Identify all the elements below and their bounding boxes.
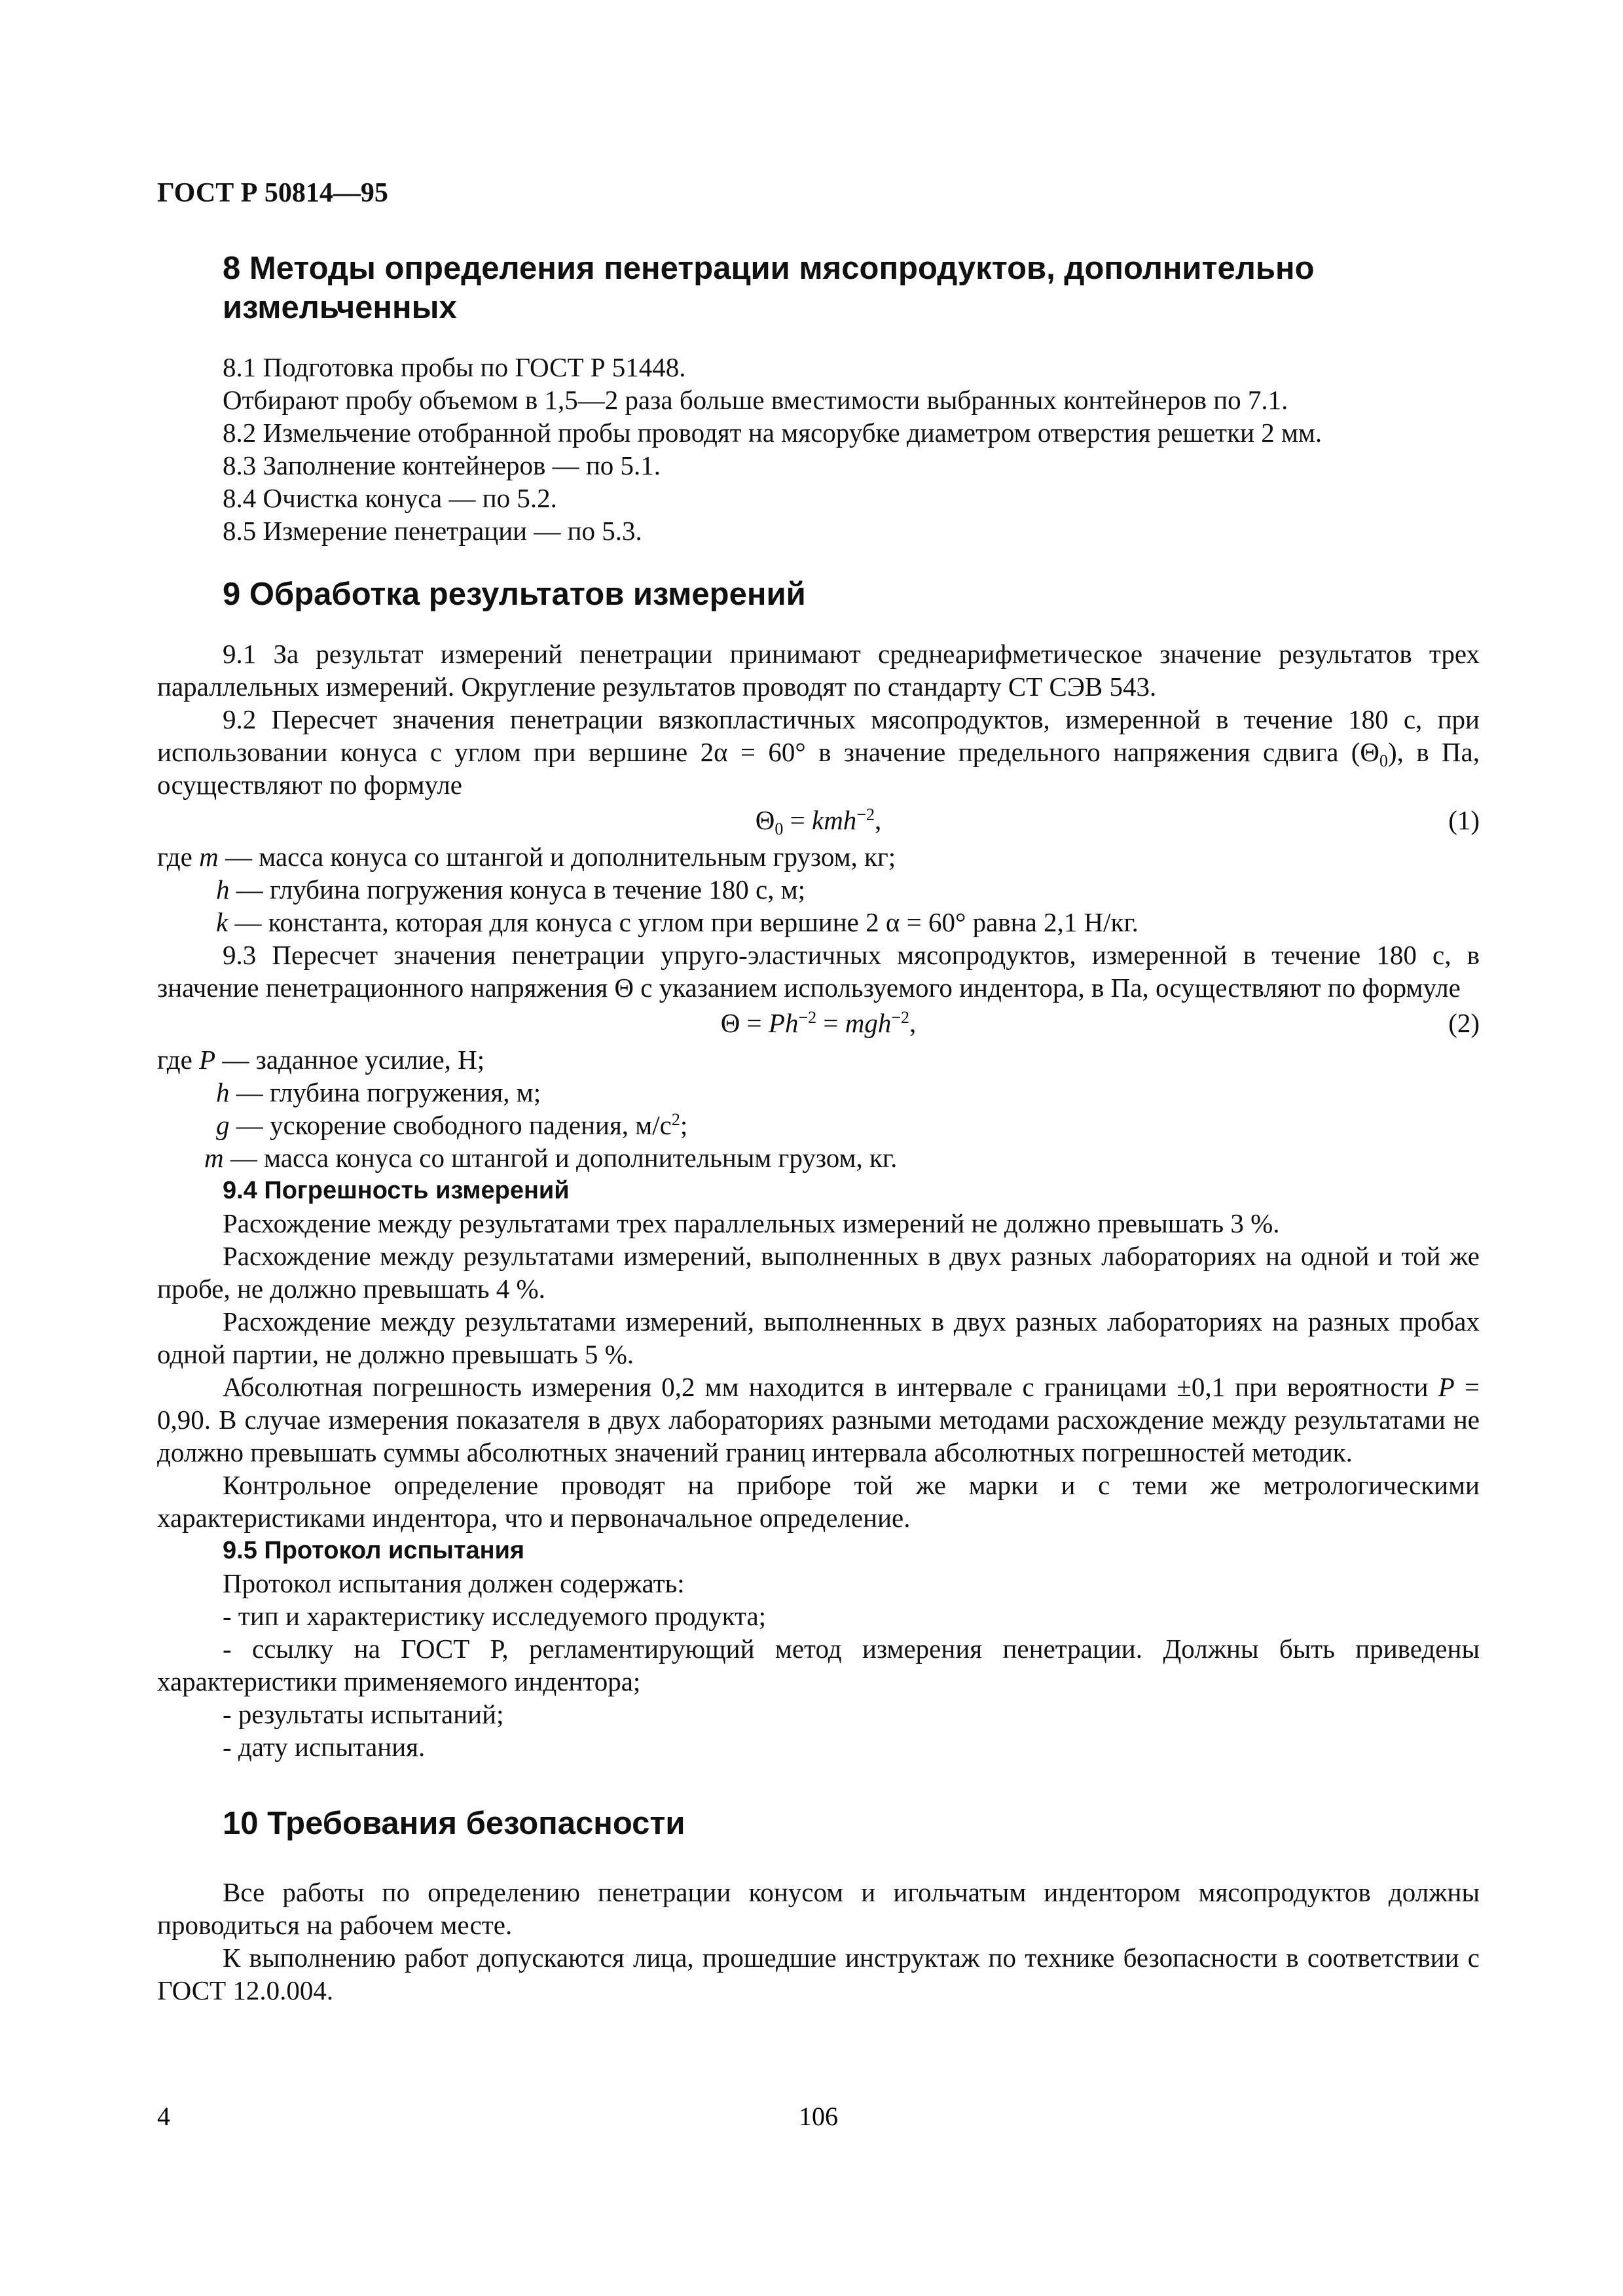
formula-1-expression <box>157 804 1480 836</box>
para-8-4: 8.4 Очистка конуса — по 5.2. <box>223 483 557 513</box>
formula-1-lhs-sub: 0 <box>775 819 784 838</box>
para-9-2 <box>157 703 1480 801</box>
where-2-h-symbol: h <box>216 1077 230 1107</box>
para-9-4-4 <box>157 1371 1480 1469</box>
para-9-2-text-a: 9.2 Пересчет значения пенетрации вязкопластичных мясопродуктов, измеренной в течение 180 с, при использовании конуса с углом при вершине 2α = 60° в значение предельного напряжения сдвига (Θ <box>157 704 1480 767</box>
para-8-5: 8.5 Измерение пенетрации — по 5.3. <box>223 516 642 546</box>
para-9-4-5: Контрольное определение проводят на приборе той же марки и с теми же метрологическими характеристиками индентора, что и первоначальное определение. <box>157 1470 1480 1533</box>
where-1-h <box>157 873 1480 906</box>
para-9-2-subscript: 0 <box>1379 751 1388 770</box>
sheet-number: 106 <box>799 2102 838 2131</box>
section-8-title: 8 Методы определения пенетрации мясопродуктов, дополнительно измельченных <box>223 251 1315 325</box>
list-item: - дату испытания. <box>223 1732 426 1762</box>
where-1-m <box>157 840 1480 873</box>
where-2-prefix: где <box>157 1045 200 1075</box>
para-9-4-4-text-a: Абсолютная погрешность измерения 0,2 мм находится в интервале с границами ±0,1 при вероятности <box>223 1372 1438 1402</box>
para-8-1: 8.1 Подготовка пробы по ГОСТ Р 51448. <box>223 352 686 382</box>
formula-2 <box>157 1007 1480 1041</box>
para-9-2-text-b: ), в Па, осуществляют по формуле <box>157 737 1480 800</box>
para-9-1: 9.1 За результат измерений пенетрации принимают среднеарифметическое значение результатов трех параллельных измерений. Округление результатов проводят по стандарту СТ СЭВ 543. <box>157 639 1480 702</box>
para-8-3: 8.3 Заполнение контейнеров — по 5.1. <box>223 450 661 480</box>
section-10-title: 10 Требования безопасности <box>223 1806 685 1841</box>
where-2-h-text: — глубина погружения, м; <box>229 1077 541 1107</box>
formula-2-ph: Ph <box>768 1008 799 1038</box>
para-9-3: 9.3 Пересчет значения пенетрации упруго-эластичных мясопродуктов, измеренной в течение 180 с, в значение пенетрационного напряжения Θ с указанием используемого индентора, в Па, осуществляют по формуле <box>157 940 1480 1003</box>
formula-1 <box>157 804 1480 838</box>
para-9-4-4-text-b: = 0,90. В случае измерения показателя в двух лабораториях разными методами расхождение между результатами не должно превышать суммы абсолютных значений границ интервала абсолютных погрешностей методик. <box>157 1372 1480 1467</box>
where-1-k-symbol: k <box>216 907 228 937</box>
list-item: - тип и характеристику исследуемого продукта; <box>223 1601 767 1631</box>
para-8-2: 8.2 Измельчение отобранной пробы проводят на мясорубке диаметром отверстия решетки 2 мм. <box>223 418 1322 448</box>
para-9-4-4-symbol: P <box>1438 1372 1455 1402</box>
formula-2-number: (2) <box>1448 1008 1480 1038</box>
para-10-2: К выполнению работ допускаются лица, прошедшие инструктаж по технике безопасности в соответствии с ГОСТ 12.0.004. <box>157 1943 1480 2005</box>
where-2-p-text: — заданное усилие, Н; <box>215 1045 485 1075</box>
where-2-g-tail: ; <box>680 1110 688 1140</box>
where-2-g-sup: 2 <box>671 1110 680 1129</box>
para-8-1-sample: Отбирают пробу объемом в 1,5—2 раза больше вместимости выбранных контейнеров по 7.1. <box>223 385 1288 415</box>
formula-2-expression <box>157 1007 1480 1039</box>
where-2-g-text: — ускорение свободного падения, м/с <box>229 1110 672 1140</box>
where-1-k <box>157 906 1480 939</box>
where-1-m-symbol: m <box>199 842 219 872</box>
formula-2-mid: = <box>816 1008 845 1038</box>
where-2-m-text: — масса конуса со штангой и дополнительным грузом, кг. <box>223 1143 898 1173</box>
where-2-p-symbol: P <box>199 1045 216 1075</box>
where-2-h <box>157 1076 1480 1109</box>
page-number: 4 <box>157 2102 170 2131</box>
formula-1-rhs: kmh <box>812 805 857 835</box>
formula-1-eq: = <box>783 805 812 835</box>
subsection-9-5-title: 9.5 Протокол испытания <box>223 1537 525 1564</box>
subsection-9-4-title: 9.4 Погрешность измерений <box>223 1177 570 1204</box>
list-item: - ссылку на ГОСТ Р, регламентирующий метод измерения пенетрации. Должны быть приведены характеристики применяемого индентора; <box>157 1634 1480 1696</box>
para-9-4-2: Расхождение между результатами измерений, выполненных в двух разных лабораториях на одной и той же пробе, не должно превышать 4 %. <box>157 1241 1480 1304</box>
formula-2-mgh-sup: −2 <box>891 1008 910 1027</box>
formula-1-tail: , <box>874 805 882 835</box>
formula-2-tail: , <box>909 1008 917 1038</box>
where-2-m-symbol: m <box>204 1143 224 1173</box>
where-2-g <box>157 1109 1480 1141</box>
where-1-m-text: — масса конуса со штангой и дополнительным грузом, кг; <box>218 842 896 872</box>
where-1-h-text: — глубина погружения конуса в течение 180 с, м; <box>229 874 806 905</box>
document-page <box>157 177 1480 2007</box>
document-code: ГОСТ Р 50814—95 <box>157 178 388 208</box>
where-2-p <box>157 1043 1480 1076</box>
section-9-title: 9 Обработка результатов измерений <box>223 577 806 612</box>
formula-2-ph-sup: −2 <box>798 1008 817 1027</box>
para-9-4-3: Расхождение между результатами измерений, выполненных в двух разных лабораториях на разных пробах одной партии, не должно превышать 5 %. <box>157 1306 1480 1369</box>
where-1-prefix: где <box>157 842 200 872</box>
where-1-k-text: — константа, которая для конуса с углом при вершине 2 α = 60° равна 2,1 Н/кг. <box>228 907 1139 937</box>
list-item: - результаты испытаний; <box>223 1699 504 1729</box>
formula-2-mgh: mgh <box>845 1008 892 1038</box>
para-9-5-intro: Протокол испытания должен содержать: <box>223 1568 685 1598</box>
where-2-m <box>157 1141 1480 1174</box>
para-10-1: Все работы по определению пенетрации конусом и игольчатым индентором мясопродуктов должны проводиться на рабочем месте. <box>157 1877 1480 1940</box>
where-2-g-symbol: g <box>216 1110 230 1140</box>
where-1-h-symbol: h <box>216 874 230 905</box>
formula-1-rhs-sup: −2 <box>856 805 875 824</box>
formula-1-number: (1) <box>1448 805 1480 835</box>
formula-2-lhs: Θ = <box>720 1008 769 1038</box>
page-footer <box>157 2101 1480 2134</box>
para-9-4-1: Расхождение между результатами трех параллельных измерений не должно превышать 3 %. <box>223 1208 1280 1238</box>
formula-1-lhs: Θ <box>755 805 775 835</box>
